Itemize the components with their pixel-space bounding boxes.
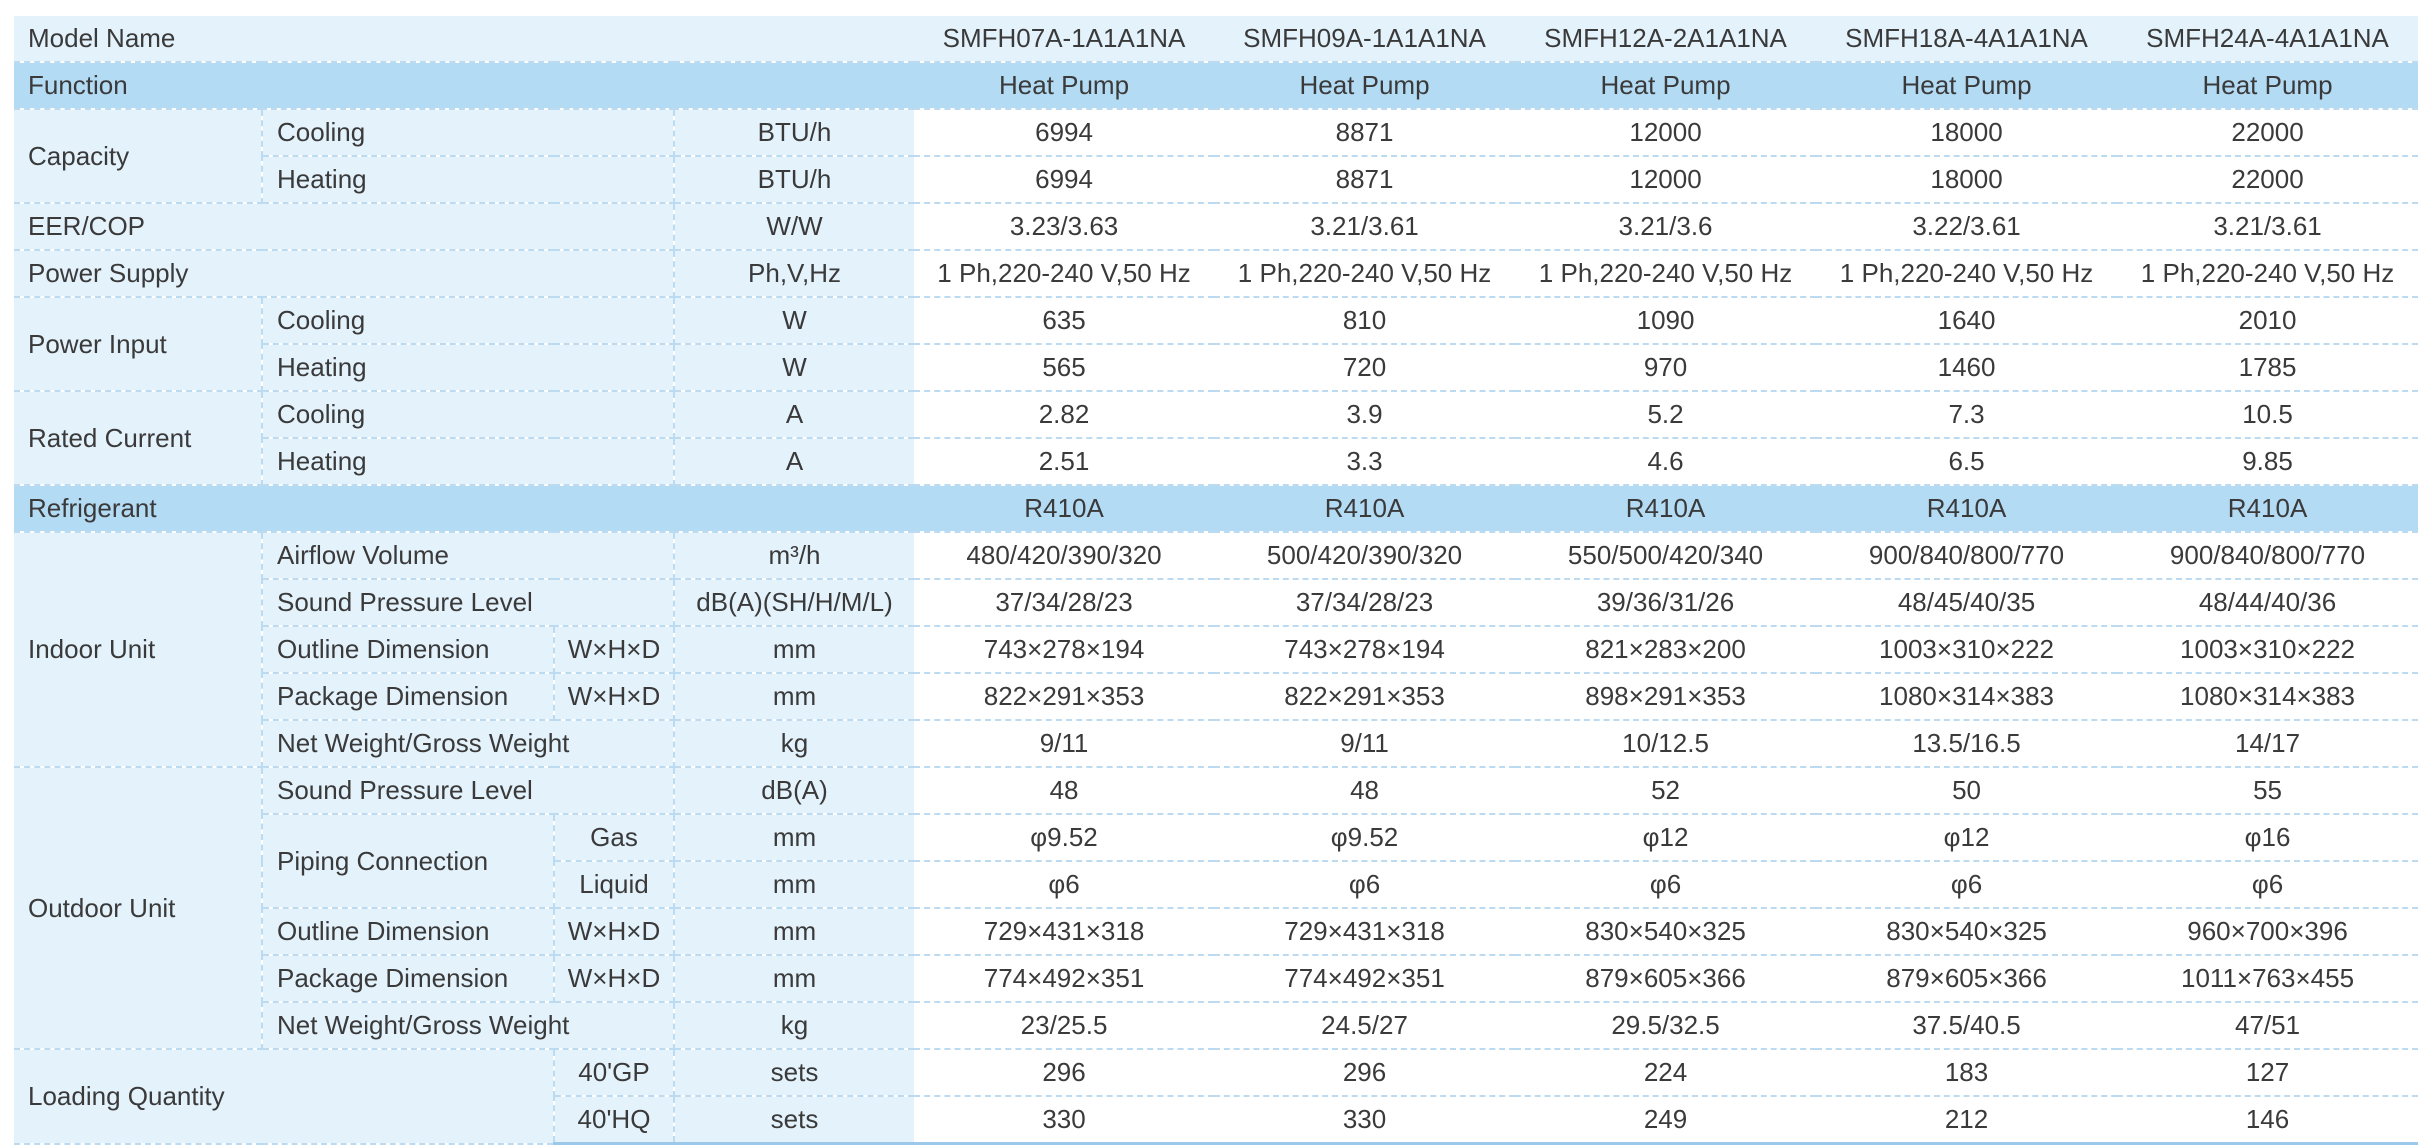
power-supply-cell: 1 Ph,220-240 V,50 Hz	[1816, 250, 2117, 297]
indoor-package-cell: 822×291×353	[1214, 673, 1515, 720]
outdoor-weight-label: Net Weight/Gross Weight	[262, 1002, 674, 1049]
indoor-package-row	[14, 673, 2418, 720]
loading-gp-cell: 127	[2117, 1049, 2418, 1096]
power-supply-cell: 1 Ph,220-240 V,50 Hz	[1214, 250, 1515, 297]
outdoor-weight-cell: 47/51	[2117, 1002, 2418, 1049]
indoor-package-cell: 1080×314×383	[2117, 673, 2418, 720]
outdoor-package-cell: 1011×763×455	[2117, 955, 2418, 1002]
power-supply-cell: 1 Ph,220-240 V,50 Hz	[2117, 250, 2418, 297]
indoor-airflow-row	[14, 532, 2418, 579]
rated-current-heating-label: Heating	[262, 438, 674, 485]
loading-hq-cell: 249	[1515, 1096, 1816, 1144]
indoor-sound-unit: dB(A)(SH/H/M/L)	[674, 579, 914, 626]
piping-liquid-cell: φ6	[1214, 861, 1515, 908]
power-input-heating-cell: 720	[1214, 344, 1515, 391]
refrigerant-cell: R410A	[1214, 485, 1515, 532]
loading-gp-cell: 296	[1214, 1049, 1515, 1096]
loading-quantity-label: Loading Quantity	[14, 1049, 554, 1144]
piping-liquid-label: Liquid	[554, 861, 674, 908]
rated-current-cooling-cell: 5.2	[1515, 391, 1816, 438]
capacity-cooling-cell: 18000	[1816, 109, 2117, 156]
capacity-cooling-cell: 8871	[1214, 109, 1515, 156]
eer-cop-unit: W/W	[674, 203, 914, 250]
model-name-row	[14, 16, 2418, 62]
outdoor-package-row	[14, 955, 2418, 1002]
indoor-outline-cell: 743×278×194	[914, 626, 1214, 673]
outdoor-sound-cell: 50	[1816, 767, 2117, 814]
indoor-airflow-label: Airflow Volume	[262, 532, 674, 579]
outdoor-unit-label: Outdoor Unit	[14, 767, 262, 1049]
eer-cop-cell: 3.21/3.6	[1515, 203, 1816, 250]
indoor-outline-cell: 743×278×194	[1214, 626, 1515, 673]
model-name-cell: SMFH12A-2A1A1NA	[1515, 16, 1816, 62]
indoor-outline-cell: 1003×310×222	[2117, 626, 2418, 673]
outdoor-sound-row	[14, 767, 2418, 814]
loading-hq-cell: 146	[2117, 1096, 2418, 1144]
indoor-airflow-cell: 500/420/390/320	[1214, 532, 1515, 579]
indoor-weight-cell: 10/12.5	[1515, 720, 1816, 767]
outdoor-sound-cell: 48	[1214, 767, 1515, 814]
capacity-cooling-unit: BTU/h	[674, 109, 914, 156]
capacity-heating-cell: 8871	[1214, 156, 1515, 203]
rated-current-cooling-unit: A	[674, 391, 914, 438]
indoor-unit-label: Indoor Unit	[14, 532, 262, 767]
rated-current-heating-cell: 9.85	[2117, 438, 2418, 485]
indoor-airflow-cell: 480/420/390/320	[914, 532, 1214, 579]
indoor-airflow-cell: 900/840/800/770	[1816, 532, 2117, 579]
outdoor-package-unit: mm	[674, 955, 914, 1002]
model-name-cell: SMFH18A-4A1A1NA	[1816, 16, 2117, 62]
capacity-heating-cell: 12000	[1515, 156, 1816, 203]
function-cell: Heat Pump	[1816, 62, 2117, 109]
indoor-package-cell: 1080×314×383	[1816, 673, 2117, 720]
loading-hq-cell: 330	[1214, 1096, 1515, 1144]
indoor-package-label: Package Dimension	[262, 673, 554, 720]
power-supply-label: Power Supply	[14, 250, 674, 297]
indoor-sound-cell: 39/36/31/26	[1515, 579, 1816, 626]
rated-current-cooling-cell: 3.9	[1214, 391, 1515, 438]
outdoor-weight-row	[14, 1002, 2418, 1049]
power-input-heating-row	[14, 344, 2418, 391]
outdoor-package-label: Package Dimension	[262, 955, 554, 1002]
indoor-outline-label: Outline Dimension	[262, 626, 554, 673]
indoor-package-cell: 822×291×353	[914, 673, 1214, 720]
outdoor-weight-cell: 37.5/40.5	[1816, 1002, 2117, 1049]
loading-hq-label: 40'HQ	[554, 1096, 674, 1144]
outdoor-outline-cell: 729×431×318	[914, 908, 1214, 955]
outdoor-gas-row	[14, 814, 2418, 861]
power-supply-row	[14, 250, 2418, 297]
indoor-weight-label: Net Weight/Gross Weight	[262, 720, 674, 767]
indoor-outline-row	[14, 626, 2418, 673]
model-name-cell: SMFH09A-1A1A1NA	[1214, 16, 1515, 62]
power-input-heating-cell: 565	[914, 344, 1214, 391]
capacity-heating-cell: 18000	[1816, 156, 2117, 203]
outdoor-weight-cell: 29.5/32.5	[1515, 1002, 1816, 1049]
indoor-sound-cell: 48/44/40/36	[2117, 579, 2418, 626]
outdoor-outline-cell: 830×540×325	[1816, 908, 2117, 955]
outdoor-outline-label: Outline Dimension	[262, 908, 554, 955]
eer-cop-label: EER/COP	[14, 203, 674, 250]
piping-gas-cell: φ16	[2117, 814, 2418, 861]
outdoor-package-cell: 879×605×366	[1515, 955, 1816, 1002]
outdoor-package-cell: 774×492×351	[914, 955, 1214, 1002]
indoor-airflow-unit: m³/h	[674, 532, 914, 579]
capacity-cooling-row	[14, 109, 2418, 156]
power-supply-cell: 1 Ph,220-240 V,50 Hz	[914, 250, 1214, 297]
indoor-outline-unit: mm	[674, 626, 914, 673]
power-input-heating-cell: 970	[1515, 344, 1816, 391]
rated-current-cooling-cell: 2.82	[914, 391, 1214, 438]
rated-current-heating-unit: A	[674, 438, 914, 485]
loading-hq-cell: 212	[1816, 1096, 2117, 1144]
rated-current-heating-cell: 6.5	[1816, 438, 2117, 485]
rated-current-heating-cell: 2.51	[914, 438, 1214, 485]
piping-gas-label: Gas	[554, 814, 674, 861]
refrigerant-label: Refrigerant	[14, 485, 914, 532]
power-input-heating-unit: W	[674, 344, 914, 391]
power-input-cooling-cell: 635	[914, 297, 1214, 344]
capacity-heating-unit: BTU/h	[674, 156, 914, 203]
power-input-cooling-cell: 1090	[1515, 297, 1816, 344]
outdoor-package-sub: W×H×D	[554, 955, 674, 1002]
capacity-cooling-cell: 6994	[914, 109, 1214, 156]
power-input-cooling-unit: W	[674, 297, 914, 344]
capacity-heating-row	[14, 156, 2418, 203]
piping-gas-unit: mm	[674, 814, 914, 861]
outdoor-outline-cell: 960×700×396	[2117, 908, 2418, 955]
loading-gp-row	[14, 1049, 2418, 1096]
power-input-cooling-cell: 810	[1214, 297, 1515, 344]
eer-cop-cell: 3.21/3.61	[1214, 203, 1515, 250]
capacity-heating-cell: 22000	[2117, 156, 2418, 203]
refrigerant-cell: R410A	[914, 485, 1214, 532]
refrigerant-row	[14, 485, 2418, 532]
power-supply-cell: 1 Ph,220-240 V,50 Hz	[1515, 250, 1816, 297]
outdoor-sound-cell: 48	[914, 767, 1214, 814]
outdoor-outline-cell: 729×431×318	[1214, 908, 1515, 955]
indoor-weight-row	[14, 720, 2418, 767]
indoor-weight-cell: 13.5/16.5	[1816, 720, 2117, 767]
function-label: Function	[14, 62, 914, 109]
refrigerant-cell: R410A	[1515, 485, 1816, 532]
indoor-sound-label: Sound Pressure Level	[262, 579, 674, 626]
capacity-heating-label: Heating	[262, 156, 674, 203]
indoor-outline-cell: 1003×310×222	[1816, 626, 2117, 673]
outdoor-weight-cell: 23/25.5	[914, 1002, 1214, 1049]
piping-connection-label: Piping Connection	[262, 814, 554, 908]
eer-cop-row	[14, 203, 2418, 250]
outdoor-outline-cell: 830×540×325	[1515, 908, 1816, 955]
function-row	[14, 62, 2418, 109]
outdoor-outline-sub: W×H×D	[554, 908, 674, 955]
rated-current-cooling-cell: 10.5	[2117, 391, 2418, 438]
function-cell: Heat Pump	[1515, 62, 1816, 109]
loading-gp-unit: sets	[674, 1049, 914, 1096]
indoor-sound-cell: 48/45/40/35	[1816, 579, 2117, 626]
indoor-airflow-cell: 550/500/420/340	[1515, 532, 1816, 579]
power-input-cooling-row	[14, 297, 2418, 344]
power-input-cooling-label: Cooling	[262, 297, 674, 344]
power-input-label: Power Input	[14, 297, 262, 391]
outdoor-sound-label: Sound Pressure Level	[262, 767, 674, 814]
outdoor-sound-unit: dB(A)	[674, 767, 914, 814]
piping-liquid-cell: φ6	[1816, 861, 2117, 908]
eer-cop-cell: 3.22/3.61	[1816, 203, 2117, 250]
capacity-cooling-cell: 12000	[1515, 109, 1816, 156]
piping-liquid-unit: mm	[674, 861, 914, 908]
model-name-label: Model Name	[14, 16, 914, 62]
rated-current-cooling-label: Cooling	[262, 391, 674, 438]
loading-gp-cell: 183	[1816, 1049, 2117, 1096]
power-input-cooling-cell: 2010	[2117, 297, 2418, 344]
power-input-cooling-cell: 1640	[1816, 297, 2117, 344]
function-cell: Heat Pump	[1214, 62, 1515, 109]
capacity-heating-cell: 6994	[914, 156, 1214, 203]
piping-gas-cell: φ12	[1515, 814, 1816, 861]
capacity-cooling-label: Cooling	[262, 109, 674, 156]
indoor-outline-sub: W×H×D	[554, 626, 674, 673]
eer-cop-cell: 3.23/3.63	[914, 203, 1214, 250]
piping-gas-cell: φ9.52	[914, 814, 1214, 861]
rated-current-heating-row	[14, 438, 2418, 485]
piping-liquid-cell: φ6	[2117, 861, 2418, 908]
outdoor-sound-cell: 52	[1515, 767, 1816, 814]
model-name-cell: SMFH07A-1A1A1NA	[914, 16, 1214, 62]
indoor-package-sub: W×H×D	[554, 673, 674, 720]
indoor-sound-row	[14, 579, 2418, 626]
loading-hq-cell: 330	[914, 1096, 1214, 1144]
power-input-heating-cell: 1460	[1816, 344, 2117, 391]
rated-current-cooling-cell: 7.3	[1816, 391, 2117, 438]
power-input-heating-label: Heating	[262, 344, 674, 391]
model-name-cell: SMFH24A-4A1A1NA	[2117, 16, 2418, 62]
indoor-weight-cell: 9/11	[1214, 720, 1515, 767]
indoor-package-cell: 898×291×353	[1515, 673, 1816, 720]
indoor-weight-cell: 14/17	[2117, 720, 2418, 767]
function-cell: Heat Pump	[2117, 62, 2418, 109]
power-input-heating-cell: 1785	[2117, 344, 2418, 391]
power-supply-unit: Ph,V,Hz	[674, 250, 914, 297]
refrigerant-cell: R410A	[1816, 485, 2117, 532]
capacity-label: Capacity	[14, 109, 262, 203]
piping-liquid-cell: φ6	[1515, 861, 1816, 908]
outdoor-outline-unit: mm	[674, 908, 914, 955]
indoor-outline-cell: 821×283×200	[1515, 626, 1816, 673]
capacity-cooling-cell: 22000	[2117, 109, 2418, 156]
outdoor-package-cell: 774×492×351	[1214, 955, 1515, 1002]
rated-current-label: Rated Current	[14, 391, 262, 485]
function-cell: Heat Pump	[914, 62, 1214, 109]
eer-cop-cell: 3.21/3.61	[2117, 203, 2418, 250]
rated-current-heating-cell: 4.6	[1515, 438, 1816, 485]
loading-gp-cell: 224	[1515, 1049, 1816, 1096]
outdoor-sound-cell: 55	[2117, 767, 2418, 814]
loading-gp-label: 40'GP	[554, 1049, 674, 1096]
rated-current-cooling-row	[14, 391, 2418, 438]
indoor-sound-cell: 37/34/28/23	[1214, 579, 1515, 626]
piping-liquid-cell: φ6	[914, 861, 1214, 908]
piping-gas-cell: φ9.52	[1214, 814, 1515, 861]
indoor-package-unit: mm	[674, 673, 914, 720]
outdoor-outline-row	[14, 908, 2418, 955]
loading-gp-cell: 296	[914, 1049, 1214, 1096]
indoor-weight-unit: kg	[674, 720, 914, 767]
specification-table	[14, 16, 2418, 1145]
outdoor-weight-unit: kg	[674, 1002, 914, 1049]
refrigerant-cell: R410A	[2117, 485, 2418, 532]
indoor-sound-cell: 37/34/28/23	[914, 579, 1214, 626]
loading-hq-unit: sets	[674, 1096, 914, 1144]
piping-gas-cell: φ12	[1816, 814, 2117, 861]
rated-current-heating-cell: 3.3	[1214, 438, 1515, 485]
indoor-airflow-cell: 900/840/800/770	[2117, 532, 2418, 579]
indoor-weight-cell: 9/11	[914, 720, 1214, 767]
outdoor-package-cell: 879×605×366	[1816, 955, 2117, 1002]
outdoor-weight-cell: 24.5/27	[1214, 1002, 1515, 1049]
